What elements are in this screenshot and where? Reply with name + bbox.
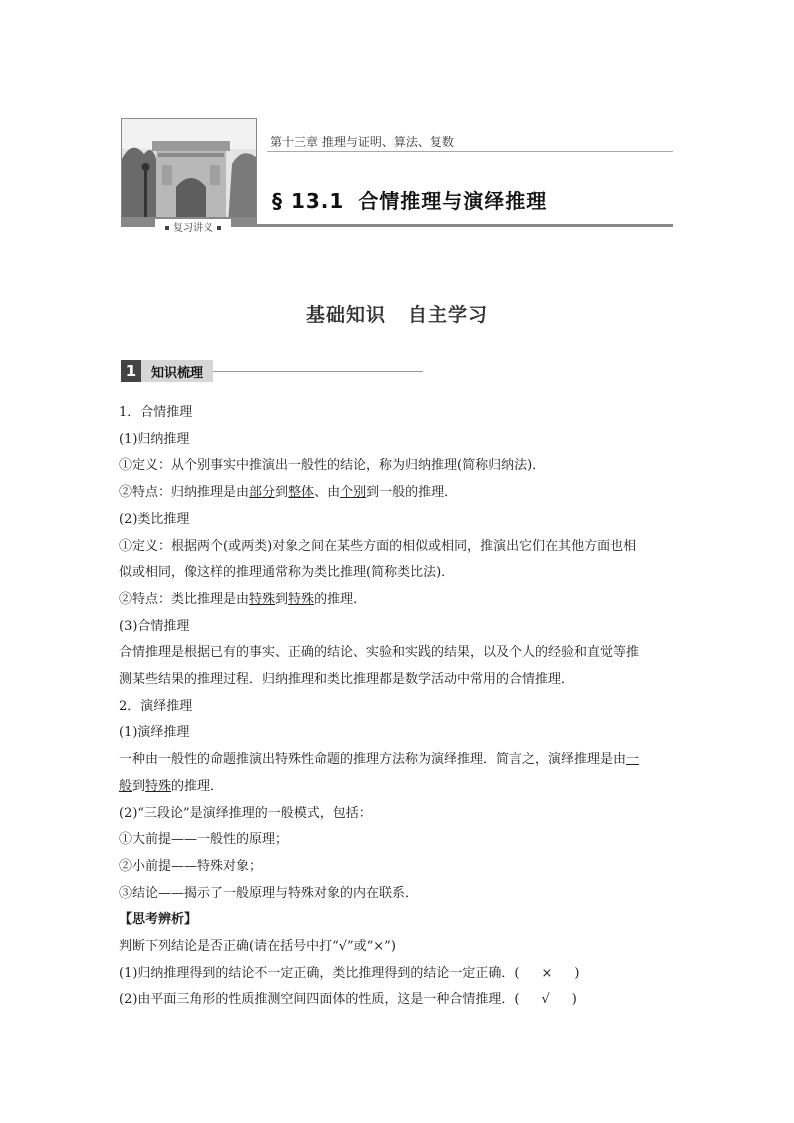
question-1 [119,961,677,988]
question-2 [119,987,677,1014]
heading-inductive-plausible: 1．合情推理 [119,405,193,420]
text: 的推理． [314,591,367,607]
heading-plausible: (3)合情推理 [119,618,190,634]
part-heading-right: 自主学习 [408,304,489,326]
underlined-term: 个别 [340,485,367,501]
heading-deduction: (1)演绎推理 [119,725,190,741]
subsection-label: 知识梳理 [141,360,213,382]
question-text: (1)归纳推理得到的结论不一定正确，类比推理得到的结论一定正确．( [119,965,520,981]
text: ②特点：归纳推理是由 [119,485,250,501]
underlined-term: 特殊 [288,591,315,607]
text: ②特点：类比推理是由 [119,591,250,607]
syllogism-minor: ②小前提——特殊对象； [119,858,263,874]
chapter-title: 第十三章 推理与证明、算法、复数 [270,135,454,149]
plausible-line1: 合情推理是根据已有的事实、正确的结论、实验和实践的结果，以及个人的经验和直觉等推 [119,645,640,661]
text: 到一般的推理． [366,485,458,501]
bullet-icon [217,226,221,230]
analogy-feature [119,587,677,614]
heading-induction: (1)归纳推理 [119,431,190,447]
review-tag-label: 复习讲义 [173,223,213,234]
induction-definition: ①定义：从个别事实中推演出一般性的结论，称为归纳推理(简称归纳法)． [119,458,546,474]
underlined-term: 整体 [288,485,315,501]
section-title [272,185,547,214]
part-heading [0,300,794,327]
analogy-definition-line1: ①定义：根据两个(或两类)对象之间在某些方面的相似或相同，推演出它们在其他方面也相 [119,538,637,554]
part-heading-left: 基础知识 [305,304,386,326]
text: 到 [132,778,146,794]
section-name: 合情推理与演绎推理 [358,189,548,213]
induction-feature [119,480,677,507]
underlined-term: 一 [626,752,640,768]
content-body [119,400,677,1014]
syllogism-intro: (2)“三段论”是演绎推理的一般模式，包括： [119,805,372,821]
text: 到 [275,485,289,501]
answer-mark: × [541,965,553,981]
review-tag [155,219,231,234]
underlined-term: 部分 [249,485,276,501]
subsection-number: 1 [121,360,141,382]
analogy-definition-line2: 似或相同，像这样的推理通常称为类比推理(简称类比法)． [119,565,455,581]
deduction-line1 [119,747,677,774]
syllogism-major: ①大前提——一般性的原理； [119,832,289,848]
heading-deductive: 2．演绎推理 [119,698,193,714]
section-number: § 13.1 [272,189,345,213]
question-text: (2)由平面三角形的性质推测空间四面体的性质，这是一种合情推理．( [119,992,520,1008]
subsection-heading [121,360,423,382]
answer-mark: √ [541,992,550,1008]
underlined-term: 特殊 [145,778,172,794]
text: 一种由一般性的命题推演出特殊性命题的推理方法称为演绎推理．简言之，演绎推理是由 [119,752,627,768]
deduction-line2 [119,774,677,801]
subsection-line [213,371,423,372]
underlined-term: 般 [119,778,133,794]
text: ) [574,965,580,981]
text: 到 [275,591,289,607]
plausible-line2: 测某些结果的推理过程．归纳推理和类比推理都是数学活动中常用的合情推理． [119,672,575,688]
arc-de-triomphe-photo [121,118,257,226]
judge-prompt: 判断下列结论是否正确(请在括号中打“√”或“×”) [119,939,396,955]
heading-analogy: (2)类比推理 [119,511,190,527]
syllogism-conclusion: ③结论——揭示了一般原理与特殊对象的内在联系． [119,885,419,901]
text: 、由 [314,485,341,501]
think-heading: 【思考辨析】 [119,912,198,928]
text: ) [571,992,577,1008]
bullet-icon [165,226,169,230]
underlined-term: 特殊 [249,591,276,607]
text: 的推理． [171,778,224,794]
chapter-divider [267,151,673,152]
